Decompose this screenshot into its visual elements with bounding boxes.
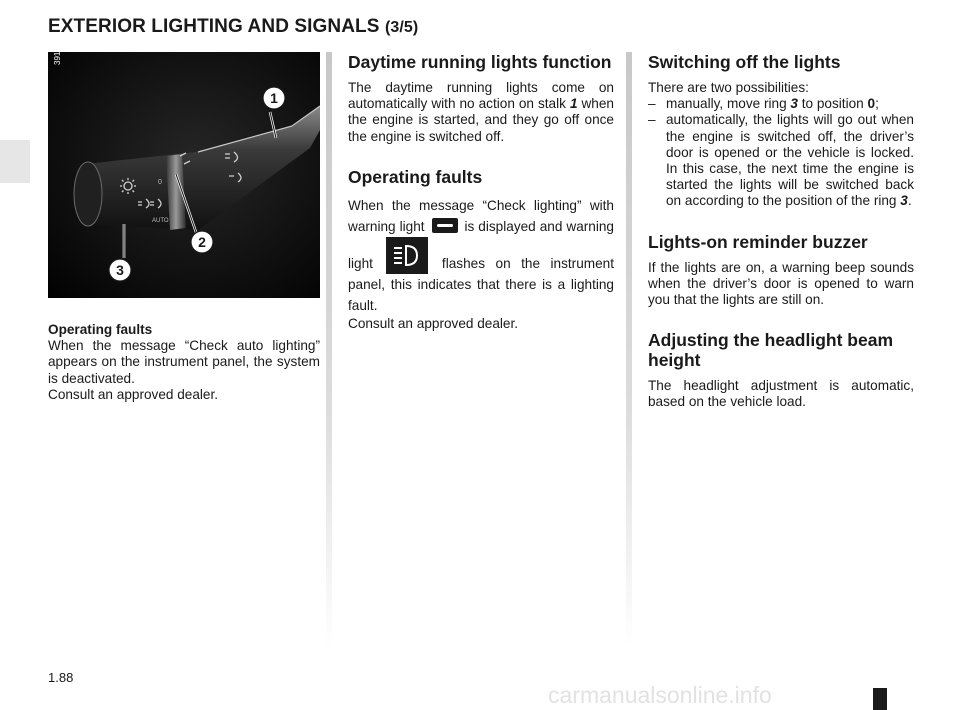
- auto-text: [666, 112, 914, 209]
- callout-2-label: 2: [198, 234, 206, 250]
- right-column: [648, 52, 914, 411]
- dash-marker: –: [648, 96, 656, 112]
- buzzer-body: If the lights are on, a warning beep sounds when the driver’s door is opened to warn you that the lights are still on.: [648, 259, 914, 308]
- stalk-ref: 1: [569, 96, 578, 112]
- column-divider-left: [326, 52, 332, 647]
- callout-1: [263, 87, 285, 109]
- switch-off-item-manual: [648, 96, 914, 112]
- watermark: carmanualsonline.info: [548, 682, 772, 708]
- callout-3-label: 3: [116, 262, 124, 278]
- callout-3: [109, 259, 131, 281]
- ring-ref: 3: [790, 96, 798, 112]
- faults-consult: Consult an approved dealer.: [348, 315, 519, 331]
- faults-heading: Operating faults: [348, 166, 483, 187]
- left-column: [48, 322, 320, 403]
- faults-body: [348, 195, 614, 316]
- position-ref: 0: [867, 96, 876, 112]
- middle-column: [348, 52, 614, 332]
- title-part: (3/5): [384, 19, 419, 36]
- faults-text-1: When the message “Check lighting” with warning light: [348, 197, 614, 234]
- switch-off-item-auto: [648, 112, 914, 209]
- manual-text-c: ;: [875, 96, 879, 112]
- drl-heading: Daytime running lights function: [348, 52, 612, 72]
- page-title: [48, 16, 418, 38]
- stalk-illustration: [48, 52, 320, 298]
- column-divider-right: [626, 52, 632, 647]
- auto-text-b: .: [907, 193, 912, 209]
- stalk-end-cap: [74, 162, 102, 226]
- beam-body: The headlight adjustment is automatic, based on the vehicle load.: [648, 378, 914, 410]
- svg-text:0: 0: [158, 179, 162, 186]
- drl-text-1: The daytime running lights come on automatically with no action on stalk: [348, 80, 614, 112]
- dash-marker: –: [648, 112, 656, 128]
- left-faults-body: When the message “Check auto lighting” appears on the instrument panel, the system is deactivated.: [48, 338, 320, 386]
- left-faults-heading: Operating faults: [48, 322, 153, 337]
- side-tab: [0, 140, 30, 183]
- figure-id: 39141: [53, 42, 62, 65]
- buzzer-heading: Lights-on reminder buzzer: [648, 231, 868, 252]
- callout-1-label: 1: [270, 90, 278, 106]
- svg-text:AUTO: AUTO: [152, 218, 169, 224]
- drl-body: [348, 80, 614, 145]
- beam-heading: Adjusting the headlight beam height: [648, 330, 894, 371]
- switch-off-heading: Switching off the lights: [648, 52, 841, 72]
- beam-section: [648, 330, 914, 410]
- stalk-photo: [48, 52, 320, 298]
- switch-off-intro: There are two possibilities:: [648, 80, 809, 95]
- manual-text-a: manually, move ring: [666, 96, 791, 112]
- left-faults-consult: Consult an approved dealer.: [48, 386, 219, 402]
- ring-ref: 3: [900, 193, 908, 209]
- title-text: EXTERIOR LIGHTING AND SIGNALS: [48, 16, 380, 37]
- page-number: 1.88: [48, 670, 74, 685]
- buzzer-section: [648, 232, 914, 309]
- service-warning-icon: [432, 218, 458, 233]
- faults-text-3: flashes on the instrument panel, this indicates that there is a lighting fault.: [348, 255, 614, 313]
- manual-text: [666, 96, 914, 112]
- corner-marker: [873, 688, 887, 710]
- callout-2: [191, 231, 213, 253]
- faults-section: [348, 167, 614, 332]
- manual-text-b: to position: [797, 96, 868, 112]
- drl-text-2: when the engine is started, and they go off once the engine is switched off.: [348, 96, 614, 144]
- auto-text-a: automatically, the lights will go out when the engine is switched off, the driver’s door is opened or the vehicle is locked. In this case, the next time the engine is started the lights will be switched back on according to the position of the ring: [666, 112, 914, 209]
- faults-text-2: is displayed and warning light: [348, 218, 614, 271]
- headlight-warning-icon: [386, 237, 428, 274]
